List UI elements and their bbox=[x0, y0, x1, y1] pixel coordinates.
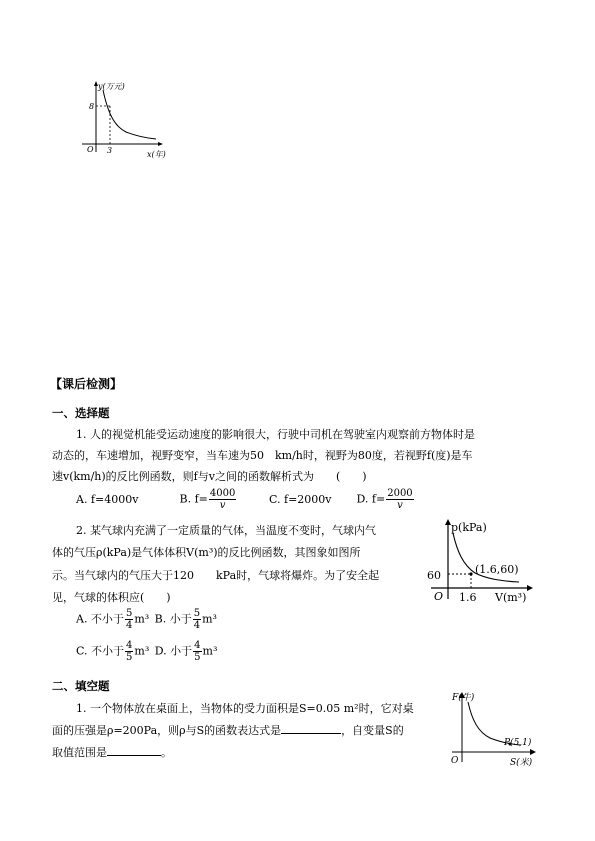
section-title: 【课后检测】 bbox=[50, 377, 123, 391]
option-a-fraction: $\frac{5}{4}$ bbox=[125, 608, 133, 631]
x-axis-label: x(年) bbox=[147, 150, 166, 159]
origin-label: O bbox=[87, 145, 94, 154]
option-c-fraction: $\frac{4}{5}$ bbox=[126, 640, 133, 663]
y-axis-label: p(kPa) bbox=[451, 521, 487, 534]
p1-q2-line4: 见，气球的体积应( ) bbox=[52, 591, 171, 604]
option-a: A. f=4000v bbox=[76, 492, 139, 506]
answer-blank-range[interactable] bbox=[107, 744, 161, 756]
p1-q2-options-row2 bbox=[76, 640, 217, 670]
y-axis-label: F(牛) bbox=[452, 693, 475, 703]
option-c: C. f=2000v bbox=[269, 492, 332, 506]
top-function-graph bbox=[80, 78, 175, 160]
part1-heading: 一、选择题 bbox=[52, 406, 110, 420]
option-c: C. 不小于 $\frac{4}{5}$ m³ bbox=[76, 640, 150, 663]
y-value-label: 8 bbox=[89, 102, 95, 111]
option-b-fraction: $\frac{5}{4}$ bbox=[193, 608, 201, 631]
p2-q1-line2: 面的压强是ρ=200Pa，则ρ与S的函数表达式是 ，自变量S的 bbox=[52, 724, 404, 737]
option-d: D. f= $\frac{2000}{v}$ bbox=[356, 488, 413, 511]
p1-q1-line1: 1. 人的视觉机能受运动速度的影响很大，行驶中司机在驾驶室内观察前方物体时是 bbox=[76, 428, 475, 441]
hyperbola-curve bbox=[103, 90, 156, 139]
p1-q2-line3: 示。当气球内的气压大于120 kPa时，气球将爆炸。为了安全起 bbox=[52, 569, 380, 582]
option-d-fraction: $\frac{4}{5}$ bbox=[194, 640, 201, 663]
origin-label: O bbox=[434, 590, 444, 603]
force-area-graph bbox=[448, 688, 540, 770]
part2-heading: 二、填空题 bbox=[52, 679, 110, 693]
p1-q1-line2: 动态的，车速增加，视野变窄，当车速为50 km/h时，视野为80度，若视野f(度)是车 bbox=[52, 449, 473, 462]
x-axis-label: V(m³) bbox=[495, 591, 527, 604]
point-label: (1.6,60) bbox=[475, 563, 519, 576]
answer-blank-expression[interactable] bbox=[281, 722, 341, 734]
x-value-label: 3 bbox=[107, 146, 113, 155]
x-axis-arrow bbox=[530, 749, 536, 755]
y-value-label: 60 bbox=[427, 569, 441, 582]
origin-label: O bbox=[451, 756, 459, 766]
p1-q2-options-row1 bbox=[76, 608, 217, 638]
option-b-fraction: $\frac{4000}{v}$ bbox=[209, 488, 236, 511]
y-axis-label: y(万元) bbox=[98, 82, 125, 91]
option-b: B. 小于 $\frac{5}{4}$ m³ bbox=[154, 608, 217, 631]
x-axis-arrow bbox=[158, 142, 163, 146]
option-d: D. 小于 $\frac{4}{5}$ m³ bbox=[154, 640, 218, 663]
option-d-fraction: $\frac{2000}{v}$ bbox=[387, 488, 413, 511]
x-value-label: 1.6 bbox=[459, 591, 477, 604]
point-marker bbox=[469, 572, 472, 575]
option-a: A. 不小于 $\frac{5}{4}$ m³ bbox=[76, 608, 150, 631]
p2-q1-line1: 1. 一个物体放在桌面上，当物体的受力面积是S=0.05 m²时，它对桌 bbox=[76, 702, 414, 715]
option-b: B. f= $\frac{4000}{v}$ bbox=[179, 488, 236, 511]
p1-q1-line3: 速v(km/h)的反比例函数，则f与v之间的函数解析式为 ( ) bbox=[52, 470, 367, 483]
p2-q1-line3: 取值范围是 。 bbox=[52, 746, 172, 759]
p1-q2-line1: 2. 某气球内充满了一定质量的气体，当温度不变时，气球内气 bbox=[76, 524, 376, 537]
pressure-volume-graph bbox=[425, 513, 537, 608]
p1-q1-options bbox=[76, 488, 415, 518]
point-label: P(5,1) bbox=[504, 738, 532, 748]
x-axis-label: S(米) bbox=[510, 758, 533, 768]
p1-q2-line2: 体的气压ρ(kPa)是气体体积V(m³)的反比例函数，其图象如图所 bbox=[52, 546, 361, 559]
x-axis-arrow bbox=[527, 585, 533, 591]
